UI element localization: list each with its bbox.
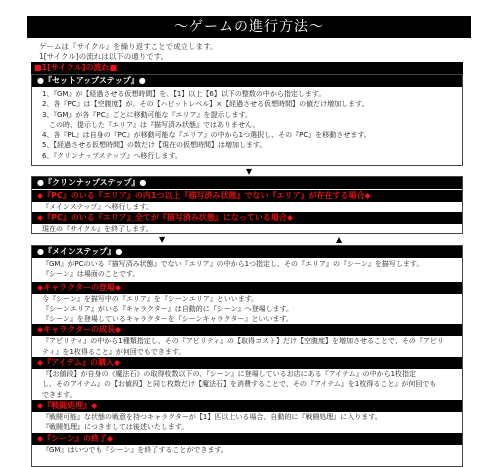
section-line: できます。 xyxy=(42,390,77,399)
cleanup-step-box xyxy=(31,176,463,234)
section-line: 『【お値段】が自身の《魔法石》の取得枚数以下の、『シーン』に登場しているお店にある『アイテム』の中から1枚指定 xyxy=(42,370,417,379)
main-line: 『GM』がPCのいる『描写済み状態』でない『エリア』の中から1つ指定し、その『エリア』の『シーン』を描写します。 xyxy=(42,260,424,268)
section-character-growth: ◆キャラクターの成長◆ xyxy=(32,324,462,336)
cycle-header: ■1[サイクル]の流れ■ xyxy=(31,62,463,74)
setup-line: 3、『GM』が各『PC』ごとに移動可能な『エリア』を提示します。 xyxy=(42,110,252,119)
setup-line: 2、各『PC』は【空腹度】が、その【ハピットレベル】×【経過させる仮想時間】の値だけ増加します。 xyxy=(42,100,369,109)
intro-line-1: ゲームは『サイクル』を繰り返すことで成立します。 xyxy=(39,42,218,51)
flow-arrow-down-icon: ▼ xyxy=(246,167,253,176)
main-step-box xyxy=(31,245,463,467)
cleanup-condition-1: ◆『PC』のいる『エリア』の内1つ以上『描写済み状態』でない『エリア』が存在する場合◆ xyxy=(32,190,462,202)
setup-line: 5、【経過させる仮想時間】の数だけ【現在の仮想時間】は増加します。 xyxy=(42,141,267,150)
section-line: 『シーンエリア』がいる『キャラクター』は自動的に『シーン』へ登場します。 xyxy=(42,304,294,313)
section-battle-processing: ◆『戦闘処理』◆ xyxy=(32,400,462,412)
setup-line: 6、『クリンナップステップ』へ移行します。 xyxy=(42,151,182,160)
setup-line: 1、『GM』が【経過させる仮想時間】を、【1】以上【6】以下の整数の中から指定します。 xyxy=(42,90,326,98)
setup-step-header: ●『セットアップステップ』● xyxy=(32,75,462,87)
section-line: ティ』を1枚得ること』が何回でもできます。 xyxy=(42,347,186,356)
setup-line: 4、各『PL』は自身の『PC』が移動可能な『エリア』の中から1つ選択し、その『PC』を移動させます。 xyxy=(42,131,371,140)
section-item-purchase: ◆『アイテム』の購入◆ xyxy=(32,357,462,369)
setup-line: この時、提示した『エリア』は『描写済み状態』ではありません。 xyxy=(42,120,260,129)
cleanup-step-header: ●『クリンナップステップ』● xyxy=(32,177,462,189)
cleanup-condition-1-line: 『メインステップ』へ移行します。 xyxy=(42,203,153,211)
section-line: 『アビリティ』の中から1種類指定し、その『アビリティ』の【取得コスト】だけ【空腹度】を増加させることで、その『アビリ xyxy=(42,337,444,346)
section-character-appearance: ◆キャラクターの登場◆ xyxy=(32,282,462,294)
page-title: ～ゲームの進行方法～ xyxy=(27,16,471,38)
intro-line-2: 1[サイクル]の流れは以下の通りです。 xyxy=(39,52,169,61)
cleanup-condition-2-line: 現在の『サイクル』を終了します。 xyxy=(42,225,153,234)
cleanup-condition-2: ◆『PC』のいる『エリア』全てが『描写済み状態』になっている場合◆ xyxy=(32,212,462,224)
section-line: 『戦闘処理』につきましては後述いたします。 xyxy=(42,423,189,432)
main-step-header: ●『メインステップ』● xyxy=(32,246,462,258)
section-line: 『シーン』を登場しているキャラクターを『シーンキャラクター』といいます。 xyxy=(42,315,293,324)
flow-arrow-up-icon: ▲ xyxy=(336,235,343,244)
section-line: 『戦闘可能』な状態の戦意を持つキャラクターが【1】匹以上いる場合、自動的に『戦闘処理』に入ります。 xyxy=(42,412,382,421)
section-line: 『GM』はいつでも『シーン』を終了することができます。 xyxy=(42,445,228,454)
main-line: 『シーン』は場面のことです。 xyxy=(42,270,140,279)
section-line: し、そのアイテム』の【お値段】と同じ枚数だけ【魔法石】を消費することで、その『アイテム』を1枚得ること』が何回でも xyxy=(42,380,437,389)
flow-arrow-down-icon: ▼ xyxy=(159,235,166,244)
setup-step-box xyxy=(31,74,463,166)
section-line: 今『シーン』を描写中の『エリア』を『シーンエリア』といいます。 xyxy=(42,294,259,303)
section-scene-end: ◆『シーン』の終了◆ xyxy=(32,433,462,445)
